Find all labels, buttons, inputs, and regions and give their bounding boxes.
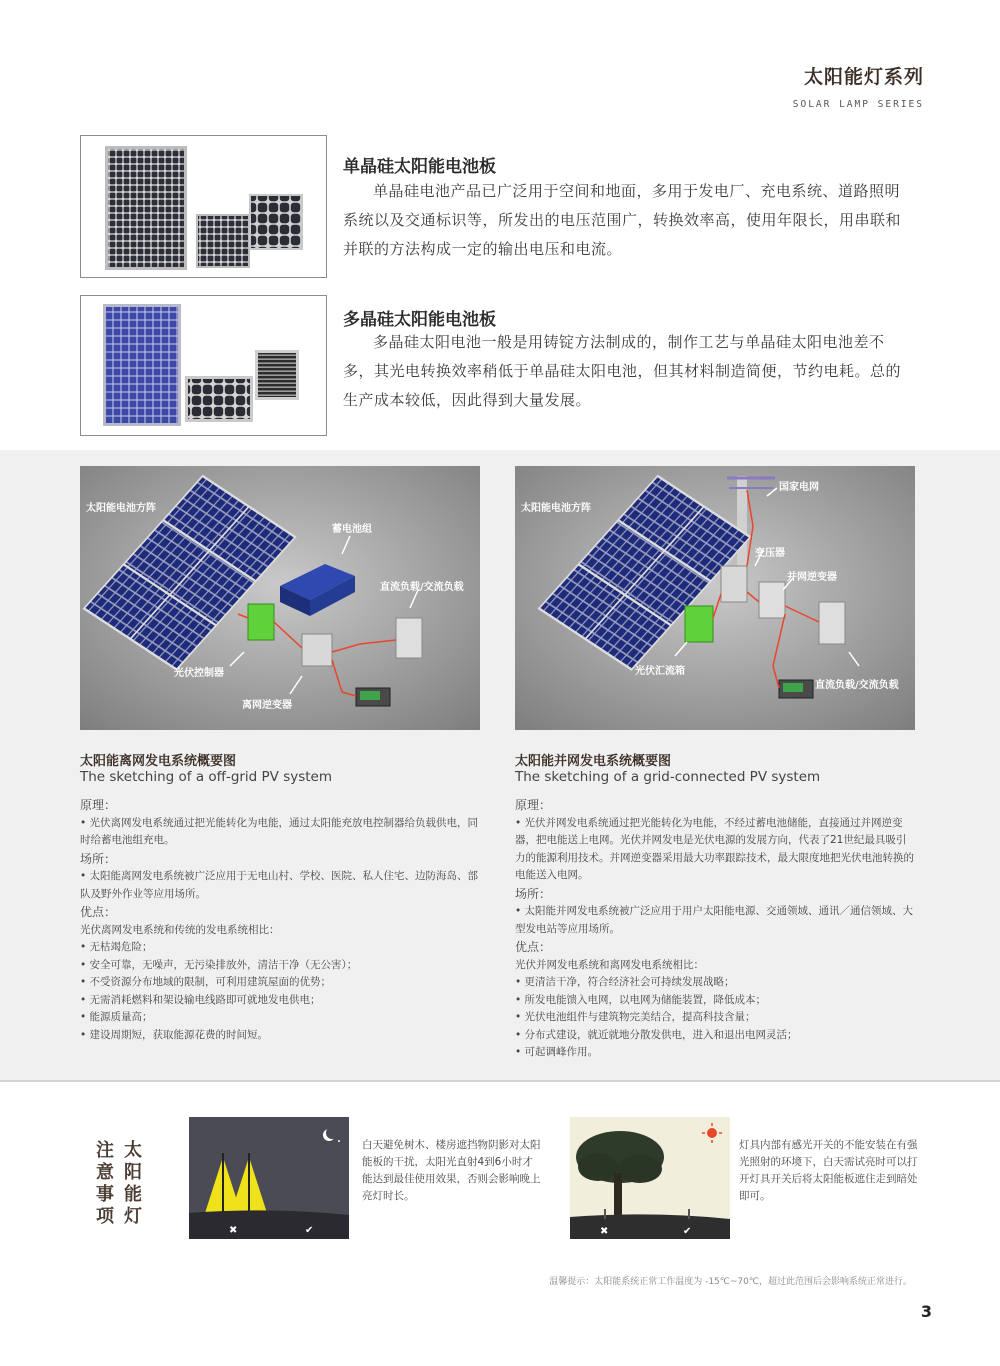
gridtied-label-load: 直流负载/交流负载 [815, 680, 899, 691]
offgrid-diagram [80, 466, 480, 730]
section-line: • 无枯竭危险； [80, 941, 153, 953]
notice-char: 项 [96, 1206, 114, 1227]
notice-char: 能 [124, 1184, 142, 1205]
poly-panel-illustration [81, 296, 327, 436]
mono-panel-illustration [81, 136, 327, 278]
check-mark-icon: ✔ [683, 1226, 692, 1237]
section-heading: 原理： [515, 798, 552, 812]
section-line: • 光伏离网发电系统通过把光能转化为电能，通过太阳能充放电控制器给负载供电，同时给蓄电池组充电。 [80, 816, 479, 846]
check-mark-icon: ✔ [305, 1225, 314, 1236]
offgrid-label-battery: 蓄电池组 [332, 524, 372, 535]
notice-char: 意 [96, 1162, 114, 1183]
section-line: 光伏离网发电系统和传统的发电系统相比： [80, 923, 280, 936]
section-line: • 所发电能馈入电网，以电网为储能装置，降低成本； [515, 993, 767, 1006]
poly-panel-title: 多晶硅太阳能电池板 [343, 310, 496, 330]
section-line: • 无需消耗燃料和架设输电线路即可就地发电供电； [80, 993, 321, 1006]
notice-heading-col-attention [94, 1140, 116, 1228]
gridtied-details [515, 796, 915, 1062]
poly-panel-desc: 多晶硅太阳电池一般是用铸锭方法制成的，制作工艺与单晶硅太阳电池差不多，其光电转换效率稍低于单晶硅太阳电池，但其材料制造简便，节约电耗。总的生产成本较低，因此得到大量发展。 [343, 333, 902, 409]
section-line: • 光伏电池组件与建筑物完美结合，提高科技含量； [515, 1011, 756, 1023]
night-scene-illustration [189, 1117, 349, 1239]
notice-heading-col-solar-lamp [122, 1140, 144, 1228]
offgrid-details [80, 796, 480, 1044]
section-line: • 不受资源分布地域的限制，可利用建筑屋面的优势； [80, 976, 332, 988]
mono-panel-image [80, 135, 327, 278]
section-line: • 能源质量高； [80, 1011, 153, 1023]
notice-char: 太 [124, 1140, 142, 1161]
offgrid-title-cn: 太阳能离网发电系统概要图 [80, 754, 237, 769]
series-title-en: SOLAR LAMP SERIES [792, 99, 924, 110]
offgrid-label-array: 太阳能电池方阵 [86, 503, 156, 514]
tip-light-sensor-text: 灯具内部有感光开关的不能安装在有强光照射的环境下，白天需试亮时可以打开灯具开关后将太阳能板遮住走到暗处即可。 [739, 1139, 918, 1202]
notice-char: 灯 [124, 1206, 142, 1227]
section-line: • 分布式建设，就近就地分散发供电，进入和退出电网灵活； [515, 1028, 798, 1041]
gridtied-label-grid: 国家电网 [779, 482, 819, 493]
offgrid-label-inverter: 离网逆变器 [242, 700, 292, 711]
wrong-mark-icon: ✖ [600, 1226, 609, 1237]
gridtied-title-en: The sketching of a grid-connected PV system [515, 769, 821, 785]
page-number: 3 [920, 1302, 932, 1321]
offgrid-title-en: The sketching of a off-grid PV system [80, 769, 333, 785]
gridtied-title-cn: 太阳能并网发电系统概要图 [515, 754, 672, 769]
series-title-cn: 太阳能灯系列 [803, 66, 924, 88]
mono-panel-title: 单晶硅太阳能电池板 [343, 157, 496, 177]
series-header [793, 62, 924, 110]
section-heading: 优点： [80, 905, 117, 919]
section-line: • 安全可靠，无噪声，无污染排放外，清洁干净（无公害）； [80, 958, 358, 971]
gridtied-label-combiner: 光伏汇流箱 [635, 666, 685, 677]
tip-illustration-day [570, 1117, 730, 1239]
section-line: • 光伏并网发电系统通过把光能转化为电能，不经过蓄电池储能，直接通过并网逆变器，把电能送上电网。光伏并网发电是光伏电源的发展方向，代表了21世纪最具吸引力的能源利用技术。并网逆变器采用最大功率跟踪技术，最大限度地把光伏电池转换的电能送入电网。 [515, 816, 914, 881]
mono-panel-desc: 单晶硅电池产品已广泛用于空间和地面，多用于发电厂、充电系统、道路照明系统以及交通标识等，所发出的电压范围广，转换效率高，使用年限长，用串联和并联的方法构成一定的输出电压和电流。 [343, 182, 902, 258]
section-heading: 优点： [515, 940, 552, 954]
wrong-mark-icon: ✖ [229, 1225, 238, 1236]
gridtied-label-inverter: 并网逆变器 [787, 572, 837, 583]
section-line: • 可起调峰作用。 [515, 1046, 599, 1058]
section-line: • 更清洁干净，符合经济社会可持续发展战略； [515, 976, 735, 988]
gridtied-diagram [515, 466, 915, 730]
section-heading: 场所： [515, 886, 552, 901]
offgrid-label-load: 直流负载/交流负载 [380, 582, 464, 593]
section-heading: 原理： [80, 798, 117, 812]
section-line: 光伏并网发电系统和离网发电系统相比： [515, 958, 704, 971]
notice-char: 事 [96, 1184, 114, 1205]
section-line: • 太阳能并网发电系统被广泛应用于用户太阳能电源、交通领域、通讯／通信领域、大型发电站等应用场所。 [515, 905, 914, 935]
notice-heading [94, 1140, 144, 1228]
gridtied-label-transformer: 变压器 [755, 548, 785, 559]
section-line: • 建设周期短，获取能源花费的时间短。 [80, 1028, 269, 1041]
tip-illustration-night [189, 1117, 349, 1239]
tip-shade-text: 白天避免树木、楼房遮挡物阴影对太阳能板的干扰，太阳光直射4到6小时才能达到最佳使用效果，否则会影响晚上亮灯时长。 [362, 1139, 541, 1202]
temperature-note: 温馨提示：太阳能系统正常工作温度为 -15℃~70℃，超过此范围后会影响系统正常进行。 [549, 1277, 912, 1287]
day-scene-illustration [570, 1117, 730, 1239]
gridtied-label-array: 太阳能电池方阵 [521, 503, 591, 514]
section-heading: 场所： [80, 851, 117, 866]
poly-panel-image [80, 295, 327, 436]
offgrid-label-controller: 光伏控制器 [174, 668, 224, 679]
notice-char: 阳 [124, 1162, 142, 1183]
section-line: • 太阳能离网发电系统被广泛应用于无电山村、学校、医院、私人住宅、边防海岛、部队及野外作业等应用场所。 [80, 870, 479, 900]
notice-char: 注 [96, 1140, 114, 1161]
